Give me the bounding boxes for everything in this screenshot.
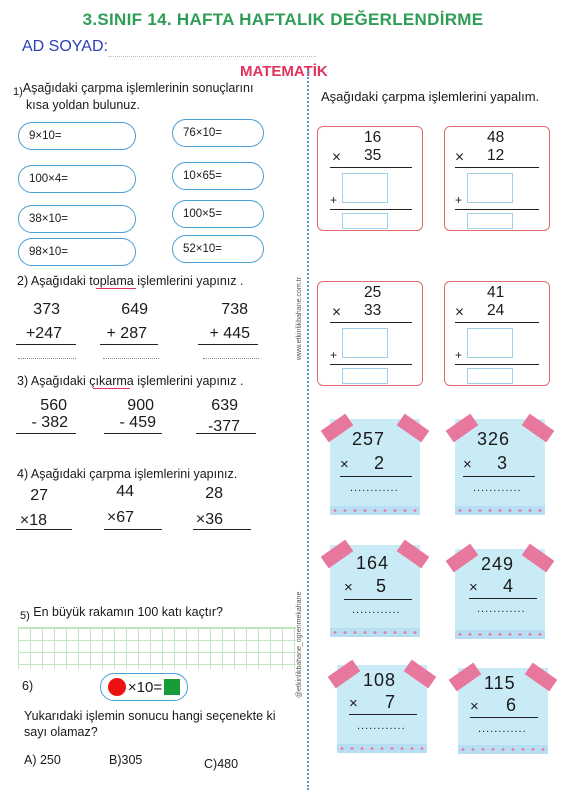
card-top-number: 115: [484, 673, 516, 693]
plus-sign: +: [330, 193, 338, 207]
box-bottom-number: 35: [364, 147, 382, 164]
q2-op2-top: 649: [121, 301, 148, 318]
card-multiplier: 6: [506, 695, 518, 715]
answer-dots[interactable]: [103, 358, 159, 359]
times-sign: ×: [470, 698, 480, 715]
result-line: [330, 322, 412, 323]
page-title: 3.SINIF 14. HAFTA HAFTALIK DEĞERLENDİRME: [82, 10, 484, 29]
q1-question: [13, 80, 298, 113]
q1-line1: Aşağıdaki çarpma işlemlerinin sonuçlarını: [22, 81, 254, 95]
q2-question: 2) Aşağıdaki toplama işlemlerini yapınız .: [17, 274, 244, 288]
green-square-icon: [164, 679, 180, 695]
multiplication-card: [455, 419, 545, 515]
q3-op3-bottom: -377: [207, 418, 240, 435]
times-sign: ×: [455, 304, 465, 321]
times-sign: ×: [349, 695, 359, 712]
box-top-number: 41: [487, 284, 505, 301]
times-sign: ×: [332, 304, 342, 321]
website-watermark: www.etkinlikbahane.com.tr: [296, 277, 303, 360]
answer-cells[interactable]: [467, 173, 513, 203]
answer-dots[interactable]: [18, 358, 76, 359]
q1-answer-pill[interactable]: 98×10=: [18, 238, 136, 266]
q1-number: 1): [13, 86, 23, 98]
q6-number: 6): [22, 679, 34, 693]
result-line: [330, 209, 412, 210]
q5-question: [20, 604, 305, 621]
q2-op3-bottom: + 445: [209, 325, 250, 342]
result-line: [330, 167, 412, 168]
card-top-number: 249: [481, 554, 515, 574]
result-line: [100, 344, 158, 345]
q1-answer-pill[interactable]: 38×10=: [18, 205, 136, 233]
result-line: [198, 344, 258, 345]
decorative-strip: [455, 506, 545, 515]
q6-formula-text: ×10=: [127, 678, 163, 696]
q2-op1-bottom: +247: [25, 325, 62, 342]
result-line: [193, 529, 251, 530]
result-line: [340, 476, 412, 477]
answer-dots[interactable]: ............: [477, 603, 526, 615]
plus-sign: +: [455, 348, 463, 362]
name-field-line[interactable]: [108, 56, 316, 57]
multiplication-card: [330, 419, 420, 515]
answer-dots[interactable]: ............: [350, 482, 399, 494]
q1-answer-pill[interactable]: 76×10=: [172, 119, 264, 147]
plus-sign: +: [455, 193, 463, 207]
subject-title: MATEMATİK: [240, 63, 328, 80]
card-top-number: 326: [477, 429, 511, 449]
q4-op3-bottom: ×36: [195, 511, 223, 528]
answer-dots[interactable]: ............: [473, 482, 522, 494]
answer-dots[interactable]: ............: [357, 720, 406, 732]
result-line: [455, 209, 539, 210]
answer-dots[interactable]: ............: [478, 723, 527, 735]
box-top-number: 16: [364, 129, 382, 146]
result-line: [344, 599, 412, 600]
multiplication-box: [317, 281, 423, 386]
q3-question: 3) Aşağıdaki çıkarma işlemlerini yapınız .: [17, 374, 244, 388]
card-top-number: 164: [356, 553, 390, 573]
result-line: [104, 433, 162, 434]
card-multiplier: 7: [385, 692, 397, 712]
result-line: [463, 476, 535, 477]
times-sign: ×: [340, 456, 350, 473]
q6-option-b[interactable]: B)305: [109, 753, 143, 767]
card-top-number: 108: [363, 670, 397, 690]
social-watermark: @etkinlikbahane_ogrenmekahane: [296, 591, 303, 698]
result-line: [104, 529, 162, 530]
result-line: [196, 433, 256, 434]
q6-formula: [100, 673, 188, 701]
q6-option-c[interactable]: C)480: [204, 757, 239, 771]
q2-keyword-underline: [96, 288, 136, 289]
box-bottom-number: 33: [364, 302, 382, 319]
times-sign: ×: [332, 149, 342, 166]
box-top-number: 48: [487, 129, 505, 146]
times-sign: ×: [344, 579, 354, 596]
right-header: Aşağıdaki çarpma işlemlerini yapalım.: [321, 89, 540, 104]
answer-cells[interactable]: [467, 213, 513, 229]
answer-cells[interactable]: [467, 368, 513, 384]
red-circle-icon: [108, 678, 126, 696]
answer-cells[interactable]: [342, 368, 388, 384]
card-multiplier: 5: [376, 576, 388, 596]
result-line: [16, 529, 72, 530]
times-sign: ×: [455, 149, 465, 166]
q6-line2: sayı olamaz?: [24, 725, 98, 739]
q1-answer-pill[interactable]: 10×65=: [172, 162, 264, 190]
decorative-strip: [330, 628, 420, 637]
q3-op2-bottom: - 459: [119, 414, 156, 431]
q5-number: 5): [20, 610, 30, 622]
q2-op1-top: 373: [33, 301, 60, 318]
times-sign: ×: [469, 579, 479, 596]
answer-cells[interactable]: [467, 328, 513, 358]
decorative-strip: [337, 744, 427, 753]
result-line: [455, 364, 539, 365]
q3-op2-top: 900: [127, 397, 154, 414]
q1-answer-pill[interactable]: 9×10=: [18, 122, 136, 150]
q4-question: 4) Aşağıdaki çarpma işlemlerini yapınız.: [17, 467, 238, 481]
q1-answer-pill[interactable]: 52×10=: [172, 235, 264, 263]
column-divider: [307, 70, 309, 790]
result-line: [470, 717, 538, 718]
decorative-strip: [455, 630, 545, 639]
answer-cells[interactable]: [342, 213, 388, 229]
multiplication-box: [444, 126, 550, 231]
plus-sign: +: [330, 348, 338, 362]
q1-line2: kısa yoldan bulunuz.: [26, 98, 140, 112]
q3-keyword-underline: [93, 388, 130, 389]
box-bottom-number: 12: [487, 147, 505, 164]
q2-op2-bottom: + 287: [106, 325, 147, 342]
answer-dots[interactable]: [203, 358, 259, 359]
answer-dots[interactable]: ............: [352, 604, 401, 616]
result-line: [455, 322, 539, 323]
result-line: [349, 714, 417, 715]
q4-op1-bottom: ×18: [19, 512, 47, 529]
times-sign: ×: [463, 456, 473, 473]
q2-op3-top: 738: [221, 301, 248, 318]
q4-op2-bottom: ×67: [106, 509, 134, 526]
decorative-strip: [458, 745, 548, 754]
q3-op1-top: 560: [40, 397, 67, 414]
card-multiplier: 3: [497, 453, 509, 473]
result-line: [16, 433, 76, 434]
card-multiplier: 2: [374, 453, 386, 473]
box-top-number: 25: [364, 284, 382, 301]
answer-cells[interactable]: [342, 173, 388, 203]
answer-cells[interactable]: [342, 328, 388, 358]
q6-question: [24, 708, 309, 740]
q5-answer-grid[interactable]: [18, 627, 296, 669]
multiplication-box: [317, 126, 423, 231]
result-line: [16, 344, 76, 345]
card-top-number: 257: [352, 429, 386, 449]
box-bottom-number: 24: [487, 302, 505, 319]
q1-answer-pill[interactable]: 100×5=: [172, 200, 264, 228]
q6-line1: Yukarıdaki işlemin sonucu hangi seçenekte ki: [24, 709, 276, 723]
name-label: AD SOYAD:: [22, 38, 108, 55]
result-line: [469, 598, 537, 599]
decorative-strip: [330, 506, 420, 515]
card-multiplier: 4: [503, 576, 515, 596]
q4-op2-top: 44: [116, 483, 134, 500]
multiplication-box: [444, 281, 550, 386]
q4-op3-top: 28: [205, 485, 223, 502]
q5-text: En büyük rakamın 100 katı kaçtır?: [33, 605, 223, 619]
q3-op3-top: 639: [211, 397, 238, 414]
result-line: [455, 167, 539, 168]
multiplication-card: [330, 545, 420, 637]
q1-answer-pill[interactable]: 100×4=: [18, 165, 136, 193]
q6-option-a[interactable]: A) 250: [24, 753, 61, 767]
q4-op1-top: 27: [30, 487, 48, 504]
q3-op1-bottom: - 382: [31, 414, 68, 431]
result-line: [330, 364, 412, 365]
